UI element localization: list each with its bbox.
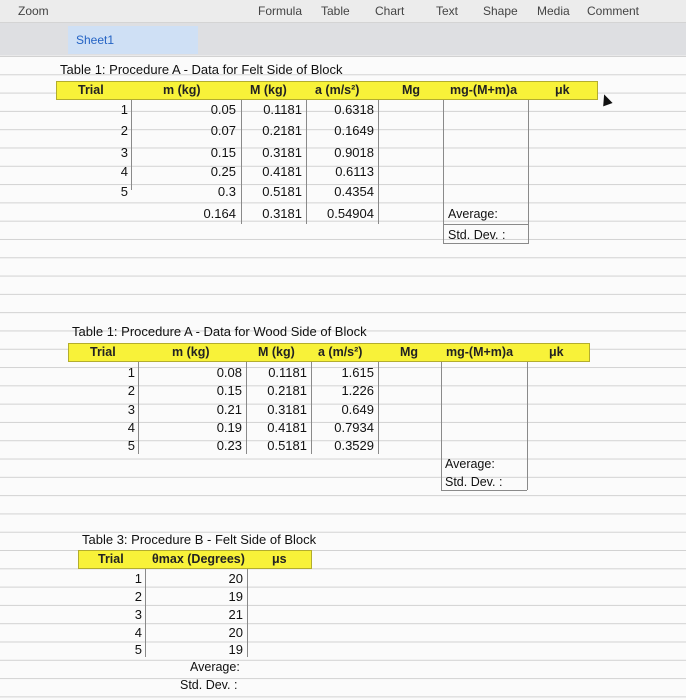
trial-cell[interactable]: 4	[120, 164, 128, 179]
trial-cell[interactable]: 5	[134, 642, 142, 657]
table2-header-M: M (kg)	[258, 345, 295, 359]
theta-cell[interactable]: 20	[228, 571, 243, 586]
M-cell[interactable]: 0.2181	[267, 383, 307, 398]
table3-gridline	[145, 569, 146, 657]
m-cell[interactable]: 0.19	[216, 420, 242, 435]
theta-cell[interactable]: 21	[228, 607, 243, 622]
table3-stddev-label: Std. Dev. :	[180, 678, 238, 692]
table2-title: Table 1: Procedure A - Data for Wood Side of Block	[72, 324, 367, 339]
table1-gridline	[306, 100, 307, 224]
M-cell[interactable]: 0.5181	[267, 438, 307, 453]
a-cell[interactable]: 0.3529	[334, 438, 374, 453]
m-cell[interactable]: 0.23	[216, 438, 242, 453]
trial-cell[interactable]: 4	[134, 625, 142, 640]
table2-header-trial: Trial	[90, 345, 116, 359]
media-button[interactable]: Media	[537, 4, 570, 18]
table1-header-mu: μk	[555, 83, 570, 97]
trial-cell[interactable]: 5	[120, 184, 128, 199]
table2-gridline	[378, 362, 379, 454]
table2-header-m: m (kg)	[172, 345, 210, 359]
m-cell[interactable]: 0.15	[210, 145, 236, 160]
table1-gridline	[443, 100, 444, 244]
table1-gridline	[241, 100, 242, 224]
a-cell[interactable]: 0.9018	[334, 145, 374, 160]
a-cell[interactable]: 0.1649	[334, 123, 374, 138]
table2-gridline	[441, 362, 442, 490]
M-cell[interactable]: 0.5181	[262, 184, 302, 199]
text-button[interactable]: Text	[436, 4, 459, 18]
table2-stddev-label: Std. Dev. :	[445, 475, 503, 489]
m-cell[interactable]: 0.07	[210, 123, 236, 138]
table1-average-label: Average:	[448, 207, 498, 221]
a-cell[interactable]: 0.54904	[327, 206, 374, 221]
M-cell[interactable]: 0.3181	[262, 145, 302, 160]
a-cell[interactable]: 0.4354	[334, 184, 374, 199]
trial-cell[interactable]: 2	[120, 123, 128, 138]
table2-header-diff: mg-(M+m)a	[446, 345, 514, 359]
table3-header-mu: μs	[272, 552, 287, 566]
a-cell[interactable]: 1.615	[341, 365, 374, 380]
table2-header-a: a (m/s²)	[318, 345, 363, 359]
table2-gridline	[311, 362, 312, 454]
table1-gridline	[528, 100, 529, 244]
table3-header-trial: Trial	[98, 552, 124, 566]
table3-header-theta: θmax (Degrees)	[152, 552, 245, 566]
formula-button[interactable]: Formula	[258, 4, 303, 18]
shape-button[interactable]: Shape	[483, 4, 518, 18]
zoom-menu[interactable]: Zoom	[18, 4, 49, 18]
table1-header-m: m (kg)	[163, 83, 201, 97]
table3-title: Table 3: Procedure B - Felt Side of Block	[82, 532, 317, 547]
trial-cell[interactable]: 2	[134, 589, 142, 604]
M-cell[interactable]: 0.1181	[268, 365, 307, 380]
M-cell[interactable]: 0.4181	[267, 420, 307, 435]
trial-cell[interactable]: 1	[127, 365, 135, 380]
table1-gridline	[378, 100, 379, 224]
a-cell[interactable]: 0.649	[341, 402, 374, 417]
table2-gridline	[138, 362, 139, 454]
M-cell[interactable]: 0.4181	[262, 164, 302, 179]
table2-average-label: Average:	[445, 457, 495, 471]
a-cell[interactable]: 0.6113	[335, 164, 374, 179]
M-cell[interactable]: 0.3181	[262, 206, 302, 221]
table2-gridline	[441, 490, 527, 491]
m-cell[interactable]: 0.25	[210, 164, 236, 179]
table1-header-mg: Mg	[402, 83, 421, 97]
table1-title: Table 1: Procedure A - Data for Felt Side of Block	[60, 62, 343, 77]
theta-cell[interactable]: 20	[228, 625, 243, 640]
table-button[interactable]: Table	[321, 4, 350, 18]
table1-header-trial: Trial	[78, 83, 104, 97]
table2-header-mg: Mg	[400, 345, 419, 359]
table1-gridline	[443, 243, 528, 244]
table2-header-mu: μk	[549, 345, 564, 359]
m-cell[interactable]: 0.05	[210, 102, 236, 117]
trial-cell[interactable]: 5	[127, 438, 135, 453]
table1-gridline	[443, 224, 528, 225]
chart-button[interactable]: Chart	[375, 4, 405, 18]
a-cell[interactable]: 0.7934	[334, 420, 374, 435]
M-cell[interactable]: 0.3181	[267, 402, 307, 417]
M-cell[interactable]: 0.1181	[263, 102, 302, 117]
M-cell[interactable]: 0.2181	[262, 123, 302, 138]
trial-cell[interactable]: 3	[120, 145, 128, 160]
m-cell[interactable]: 0.164	[203, 206, 236, 221]
table2-gridline	[527, 362, 528, 490]
m-cell[interactable]: 0.21	[216, 402, 242, 417]
a-cell[interactable]: 1.226	[341, 383, 374, 398]
trial-cell[interactable]: 1	[134, 571, 142, 586]
comment-button[interactable]: Comment	[587, 4, 640, 18]
table1-stddev-label: Std. Dev. :	[448, 228, 506, 242]
table1-header-diff: mg-(M+m)a	[450, 83, 518, 97]
table3-gridline	[247, 569, 248, 657]
table3-average-label: Average:	[190, 660, 240, 674]
trial-cell[interactable]: 4	[127, 420, 135, 435]
table1-gridline	[131, 100, 132, 190]
m-cell[interactable]: 0.08	[216, 365, 242, 380]
sheet-tab-sheet1[interactable]: Sheet1	[68, 26, 198, 54]
trial-cell[interactable]: 3	[127, 402, 135, 417]
m-cell[interactable]: 0.15	[216, 383, 242, 398]
theta-cell[interactable]: 19	[228, 642, 243, 657]
trial-cell[interactable]: 1	[120, 102, 128, 117]
theta-cell[interactable]: 19	[228, 589, 243, 604]
toolbar	[0, 0, 686, 23]
table1-header-a: a (m/s²)	[315, 83, 360, 97]
a-cell[interactable]: 0.6318	[334, 102, 374, 117]
trial-cell[interactable]: 3	[134, 607, 142, 622]
table2-gridline	[246, 362, 247, 454]
m-cell[interactable]: 0.3	[217, 184, 236, 199]
trial-cell[interactable]: 2	[127, 383, 135, 398]
table1-header-M: M (kg)	[250, 83, 287, 97]
